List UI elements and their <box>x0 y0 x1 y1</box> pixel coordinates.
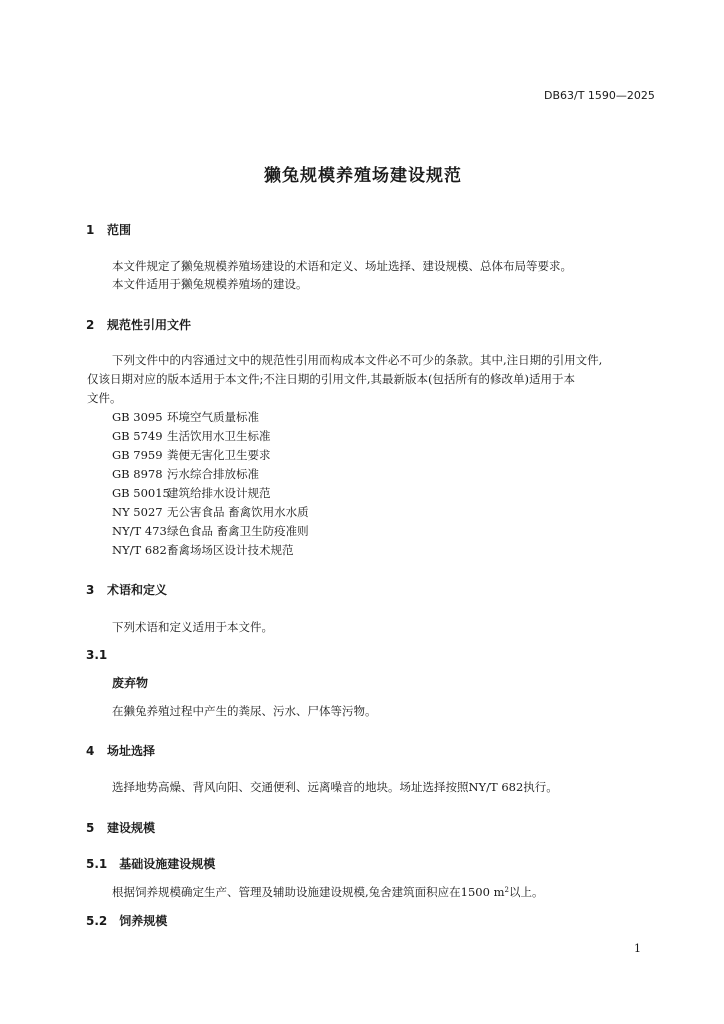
section-number: 2 <box>86 318 95 332</box>
term-name: 废弃物 <box>112 676 149 690</box>
reference-item <box>112 428 271 444</box>
paragraph: 本文件适用于獭兔规模养殖场的建设。 <box>112 277 308 291</box>
page-number: 1 <box>634 942 641 955</box>
subsection-5-1-heading <box>86 855 215 872</box>
reference-code: GB 7959 <box>112 448 163 462</box>
reference-code: GB 5749 <box>112 429 163 443</box>
reference-name: 无公害食品 畜禽饮用水水质 <box>167 505 309 519</box>
section-2-heading <box>86 316 191 333</box>
section-5-heading <box>86 819 155 836</box>
superscript: 2 <box>504 886 509 894</box>
paragraph: 选择地势高燥、背风向阳、交通便利、远离噪音的地块。场址选择按照NY/T 682执行。 <box>112 780 558 794</box>
paragraph-tail: 以上。 <box>508 885 544 899</box>
reference-code: NY/T 473 <box>112 524 167 538</box>
reference-code: NY 5027 <box>112 505 163 519</box>
subsection-number: 5.1 <box>86 857 108 871</box>
reference-code: GB 3095 <box>112 410 163 424</box>
paragraph-text: 根据饲养规模确定生产、管理及辅助设施建设规模,兔舍建筑面积应在1500 m <box>112 885 505 899</box>
reference-name: 生活饮用水卫生标准 <box>167 429 271 443</box>
reference-name: 绿色食品 畜禽卫生防疫准则 <box>167 524 309 538</box>
reference-name: 环境空气质量标准 <box>167 410 259 424</box>
reference-item <box>112 485 271 501</box>
reference-item <box>112 504 309 520</box>
reference-code: GB 8978 <box>112 467 163 481</box>
reference-name: 畜禽场场区设计技术规范 <box>167 543 294 557</box>
paragraph: 本文件规定了獭兔规模养殖场建设的术语和定义、场址选择、建设规模、总体布局等要求。 <box>112 259 572 273</box>
reference-name: 建筑给排水设计规范 <box>167 486 271 500</box>
subsection-title: 基础设施建设规模 <box>119 857 216 871</box>
reference-item <box>112 447 271 463</box>
reference-code: GB 50015 <box>112 486 170 500</box>
section-number: 1 <box>86 223 95 237</box>
section-title: 场址选择 <box>107 744 156 758</box>
document-title: 獭兔规模养殖场建设规范 <box>264 166 462 186</box>
header-doc-code: DB63/T 1590—2025 <box>544 89 655 102</box>
section-number: 4 <box>86 744 95 758</box>
subsection-number: 5.2 <box>86 914 108 928</box>
section-title: 范围 <box>107 223 132 237</box>
section-title: 建设规模 <box>107 821 156 835</box>
paragraph: 仅该日期对应的版本适用于本文件;不注日期的引用文件,其最新版本(包括所有的修改单)适用于本 <box>87 372 575 386</box>
subsection-5-2-heading <box>86 912 167 929</box>
reference-item <box>112 542 294 558</box>
term-definition: 在獭兔养殖过程中产生的粪尿、污水、尸体等污物。 <box>112 704 377 718</box>
reference-item <box>112 523 309 539</box>
reference-item <box>112 466 259 482</box>
reference-name: 粪便无害化卫生要求 <box>167 448 271 462</box>
paragraph: 下列文件中的内容通过文中的规范性引用而构成本文件必不可少的条款。其中,注日期的引用文件, <box>112 353 603 367</box>
section-3-heading <box>86 581 167 598</box>
section-1-heading <box>86 221 131 238</box>
paragraph: 文件。 <box>87 391 122 405</box>
section-4-heading <box>86 742 155 759</box>
section-number: 5 <box>86 821 95 835</box>
reference-name: 污水综合排放标准 <box>167 467 259 481</box>
paragraph: 下列术语和定义适用于本文件。 <box>112 620 273 634</box>
section-title: 规范性引用文件 <box>107 318 192 332</box>
section-title: 术语和定义 <box>107 583 168 597</box>
reference-item <box>112 409 259 425</box>
term-number: 3.1 <box>86 648 108 662</box>
reference-code: NY/T 682 <box>112 543 167 557</box>
subsection-title: 饲养规模 <box>119 914 168 928</box>
paragraph <box>112 884 543 900</box>
section-number: 3 <box>86 583 95 597</box>
